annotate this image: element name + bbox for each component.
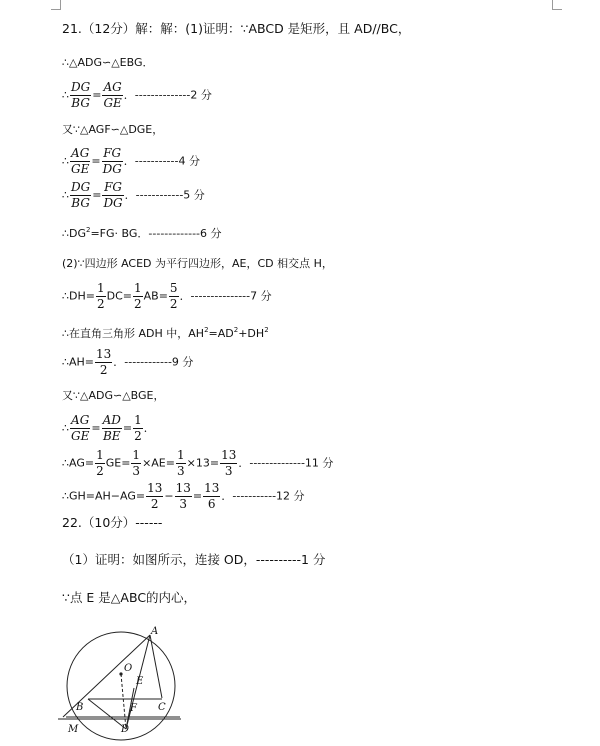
fraction: $\frac{1}{3}$ [132, 448, 141, 478]
fraction: $\frac{1}{2}$ [133, 281, 142, 311]
label-c: C [158, 702, 166, 713]
q21-line-ah: ∴AH= $\frac{13}{2}$ ．------------9 分 [62, 347, 194, 377]
line-od [121, 674, 126, 729]
fraction: $\frac{13}{3}$ [221, 448, 237, 478]
q21-line-ag: ∴AG= $\frac{1}{2}$ GE= $\frac{1}{3}$ ×AE= $\frac{1}{3}$ ×13= $\frac{13}{3}$ ．--------------11 分 [62, 448, 334, 478]
q22-line-2: ∵点 E 是△ABC的内心， [62, 590, 197, 605]
page-corner-mark-right-h [552, 9, 562, 10]
label-m: M [68, 724, 79, 735]
q21-line-pythagoras: ∴在直角三角形 ADH 中，$AH^2=AD^2+DH^2$ [62, 326, 269, 340]
geometry-figure [58, 622, 188, 742]
label-b: B [76, 702, 84, 713]
label-e: E [136, 676, 144, 687]
page-corner-mark-left-h [51, 9, 61, 10]
fraction: $\frac{FG}{DG}$ [103, 180, 123, 210]
fraction: $\frac{AG}{GE}$ [103, 80, 122, 110]
fraction: $\frac{1}{2}$ [96, 448, 104, 478]
fraction: $\frac{AD}{BE}$ [102, 413, 121, 443]
q21-line-ratio-3: ∴ $\frac{DG}{BG}$ = $\frac{FG}{DG}$ ．------------5 分 [62, 180, 205, 210]
q21-line-ratio-1: ∴ $\frac{DG}{BG}$ = $\frac{AG}{GE}$ ．--------------2 分 [62, 80, 212, 110]
fraction: $\frac{FG}{DG}$ [102, 146, 122, 176]
label-d: D [121, 724, 130, 735]
label-f: F [130, 703, 137, 714]
fraction: $\frac{1}{2}$ [96, 281, 105, 311]
q21-header: 21.（12分）解：解：(1)证明：∵ABCD 是矩形，且 AD//BC， [62, 21, 411, 36]
fraction: $\frac{5}{2}$ [169, 281, 178, 311]
fraction: $\frac{13}{2}$ [96, 347, 112, 377]
q21-line-conclusion-1: $\therefore DG^2=FG\cdot$ BG．-------------6 分 [62, 226, 222, 240]
q21-line-similar-3: 又∵△ADG∽△BGE， [62, 389, 165, 402]
q21-line-similar-1: ∴△ADG∽△EBG． [62, 56, 154, 69]
fraction: $\frac{13}{2}$ [147, 481, 163, 511]
q22-line-1: （1）证明：如图所示，连接 OD，----------1 分 [62, 552, 326, 567]
fraction: $\frac{AG}{GE}$ [71, 146, 90, 176]
label-a: A [151, 626, 159, 637]
fraction: $\frac{13}{3}$ [175, 481, 191, 511]
fraction: $\frac{1}{3}$ [176, 448, 185, 478]
fraction: $\frac{DG}{BG}$ [71, 180, 91, 210]
q21-line-ratio-4: ∴ $\frac{AG}{GE}$ = $\frac{AD}{BE}$ = $\frac{1}{2}$ ． [62, 413, 155, 443]
center-point-o [119, 672, 122, 675]
fraction: $\frac{DG}{BG}$ [71, 80, 91, 110]
fraction: $\frac{1}{2}$ [134, 413, 142, 443]
q22-header: 22.（10分）------ [62, 515, 163, 530]
q21-line-dh: ∴DH= $\frac{1}{2}$ DC= $\frac{1}{2}$ AB= $\frac{5}{2}$ ．---------------7 分 [62, 281, 272, 311]
fraction: $\frac{13}{6}$ [204, 481, 220, 511]
q21-part2-header: (2)∵四边形 ACED 为平行四边形，AE，CD 相交点 H， [62, 257, 333, 270]
q21-line-gh: ∴GH=AH−AG= $\frac{13}{2}$ − $\frac{13}{3}$ = $\frac{13}{6}$ ．-----------12 分 [62, 481, 305, 511]
label-o: O [124, 663, 133, 674]
fraction: $\frac{AG}{GE}$ [71, 413, 90, 443]
q21-line-ratio-2: ∴ $\frac{AG}{GE}$ = $\frac{FG}{DG}$ ．-----------4 分 [62, 146, 200, 176]
q21-line-similar-2: 又∵△AGF∽△DGE， [62, 123, 164, 136]
